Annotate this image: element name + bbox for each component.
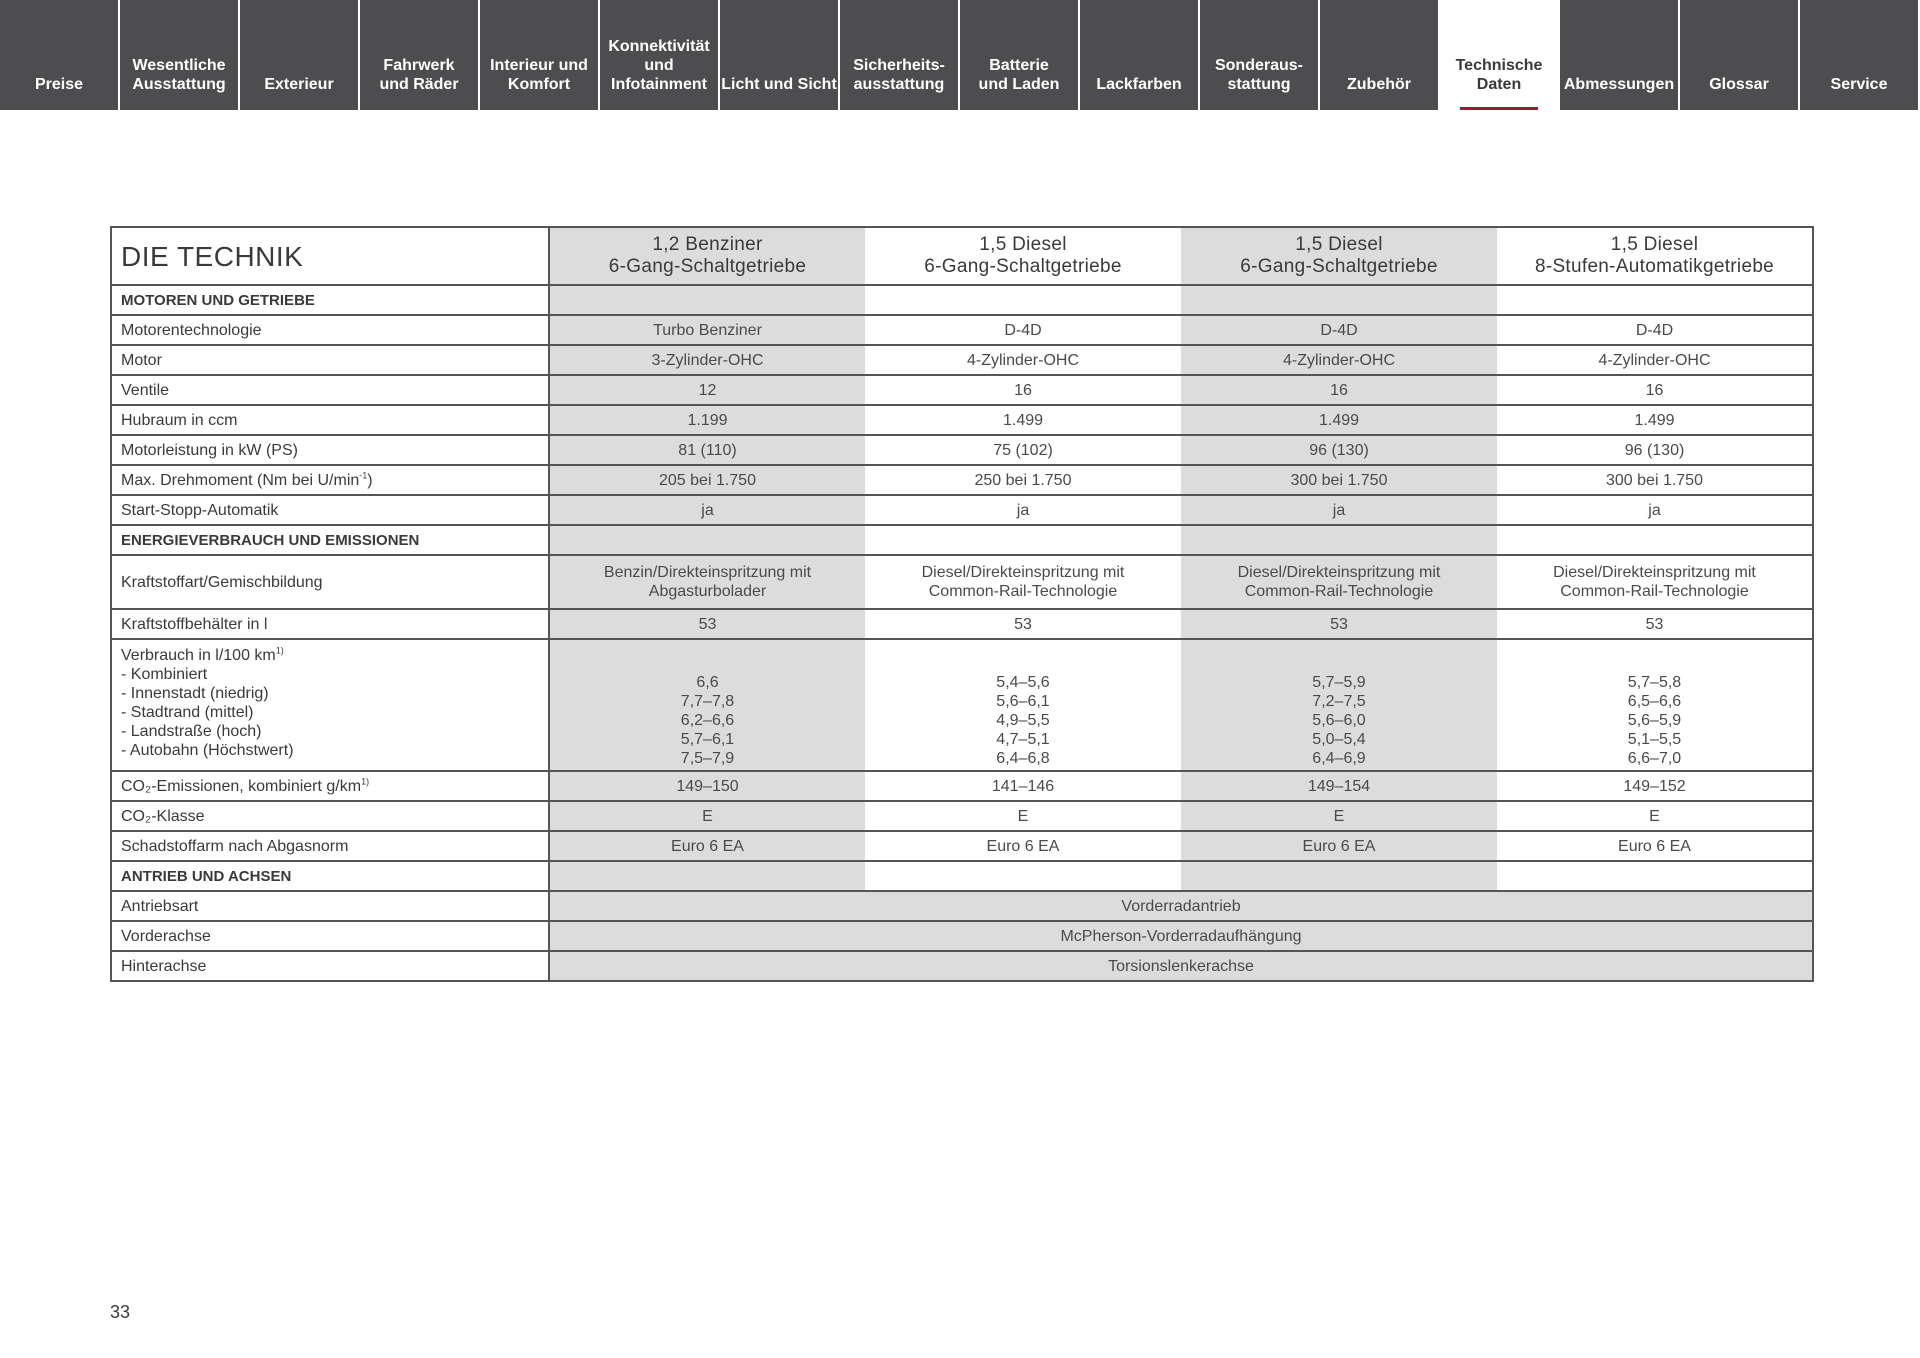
row-label [111, 771, 549, 801]
row-label-end: ) [367, 471, 373, 489]
row-label: Schadstoffarm nach Abgasnorm [111, 831, 549, 861]
table-cell: 53 [865, 609, 1181, 639]
table-cell: D-4D [1181, 315, 1497, 345]
table-row [111, 345, 1813, 375]
table-cell: Euro 6 EA [549, 831, 865, 861]
table-cell: 149–154 [1181, 771, 1497, 801]
row-sublabels: - Kombiniert - Innenstadt (niedrig) - Stadtrand (mittel) - Landstraße (hoch) - Autobahn (Höchstwert) [121, 666, 294, 759]
row-label: Antriebsart [111, 891, 549, 921]
table-row [111, 639, 1813, 771]
table-cell: ja [1181, 495, 1497, 525]
table-cell: 4-Zylinder-OHC [865, 345, 1181, 375]
row-label: CO₂-Klasse [111, 801, 549, 831]
table-cell: 6,6 7,7–7,8 6,2–6,6 5,7–6,1 7,5–7,9 [549, 639, 865, 771]
empty-cell [1181, 285, 1497, 315]
table-row [111, 831, 1813, 861]
row-label: Start-Stopp-Automatik [111, 495, 549, 525]
tab-glossar[interactable]: Glossar [1680, 0, 1798, 110]
section-row [111, 285, 1813, 315]
row-label-text: CO₂-Emissionen, kombiniert g/km [121, 777, 362, 795]
table-cell: 205 bei 1.750 [549, 465, 865, 495]
row-label: Motor [111, 345, 549, 375]
table-row [111, 921, 1813, 951]
table-cell: D-4D [865, 315, 1181, 345]
tab-sicherheitsausstattung[interactable]: Sicherheits- ausstattung [840, 0, 958, 110]
table-cell: E [865, 801, 1181, 831]
empty-cell [865, 525, 1181, 555]
empty-cell [549, 525, 865, 555]
page-number: 33 [110, 1302, 131, 1322]
table-cell: 4-Zylinder-OHC [1181, 345, 1497, 375]
table-cell: 1.199 [549, 405, 865, 435]
table-cell: E [1497, 801, 1813, 831]
table-cell: Euro 6 EA [865, 831, 1181, 861]
row-label: Kraftstoffbehälter in l [111, 609, 549, 639]
row-label: Vorderachse [111, 921, 549, 951]
top-navigation [0, 0, 1920, 110]
section-row [111, 525, 1813, 555]
table-cell: 300 bei 1.750 [1497, 465, 1813, 495]
table-cell: 1.499 [1181, 405, 1497, 435]
table-row [111, 315, 1813, 345]
tab-exterieur[interactable]: Exterieur [240, 0, 358, 110]
table-cell: 96 (130) [1181, 435, 1497, 465]
tab-batterie-und-laden[interactable]: Batterie und Laden [960, 0, 1078, 110]
tab-lackfarben[interactable]: Lackfarben [1080, 0, 1198, 110]
table-cell: 300 bei 1.750 [1181, 465, 1497, 495]
table-cell-merged: Vorderradantrieb [549, 891, 1813, 921]
table-cell: 81 (110) [549, 435, 865, 465]
table-cell-merged: Torsionslenkerachse [549, 951, 1813, 981]
table-cell: 5,7–5,9 7,2–7,5 5,6–6,0 5,0–5,4 6,4–6,9 [1181, 639, 1497, 771]
table-cell: 53 [1497, 609, 1813, 639]
column-header: 1,5 Diesel 6-Gang-Schaltgetriebe [865, 227, 1181, 285]
tab-technische-daten[interactable]: Technische Daten [1440, 0, 1558, 110]
table-row [111, 609, 1813, 639]
table-cell: 16 [1497, 375, 1813, 405]
empty-cell [865, 285, 1181, 315]
table-cell: 1.499 [1497, 405, 1813, 435]
technical-data-table [110, 226, 1814, 982]
table-row [111, 375, 1813, 405]
table-cell: E [1181, 801, 1497, 831]
table-cell: 4-Zylinder-OHC [1497, 345, 1813, 375]
table-row [111, 951, 1813, 981]
empty-cell [1497, 285, 1813, 315]
table-cell: 96 (130) [1497, 435, 1813, 465]
tab-service[interactable]: Service [1800, 0, 1918, 110]
row-label: Motorentechnologie [111, 315, 549, 345]
table-cell: Euro 6 EA [1497, 831, 1813, 861]
table-cell: 5,7–5,8 6,5–6,6 5,6–5,9 5,1–5,5 6,6–7,0 [1497, 639, 1813, 771]
table-row [111, 771, 1813, 801]
column-header: 1,5 Diesel 8-Stufen-Automatikgetriebe [1497, 227, 1813, 285]
table-cell: 12 [549, 375, 865, 405]
row-label: Ventile [111, 375, 549, 405]
table-cell: 250 bei 1.750 [865, 465, 1181, 495]
empty-cell [865, 861, 1181, 891]
column-header: 1,5 Diesel 6-Gang-Schaltgetriebe [1181, 227, 1497, 285]
tab-preise[interactable]: Preise [0, 0, 118, 110]
table-cell: 16 [865, 375, 1181, 405]
empty-cell [1181, 525, 1497, 555]
tab-licht-und-sicht[interactable]: Licht und Sicht [720, 0, 838, 110]
table-header-row [111, 227, 1813, 285]
table-cell: 141–146 [865, 771, 1181, 801]
table-cell: D-4D [1497, 315, 1813, 345]
row-label: Motorleistung in kW (PS) [111, 435, 549, 465]
table-cell: Benzin/Direkteinspritzung mit Abgasturbolader [549, 555, 865, 609]
tab-abmessungen[interactable]: Abmessungen [1560, 0, 1678, 110]
row-label: Kraftstoffart/Gemischbildung [111, 555, 549, 609]
table-cell: 16 [1181, 375, 1497, 405]
tab-konnektivitaet[interactable]: Konnektivität und Infotainment [600, 0, 718, 110]
table-cell: E [549, 801, 865, 831]
table-row [111, 435, 1813, 465]
empty-cell [1497, 525, 1813, 555]
empty-cell [549, 285, 865, 315]
table-cell-merged: McPherson-Vorderradaufhängung [549, 921, 1813, 951]
table-row [111, 555, 1813, 609]
table-row [111, 465, 1813, 495]
section-heading: ENERGIEVERBRAUCH UND EMISSIONEN [111, 525, 549, 555]
table-row [111, 495, 1813, 525]
row-label: Hinterachse [111, 951, 549, 981]
table-cell: 5,4–5,6 5,6–6,1 4,9–5,5 4,7–5,1 6,4–6,8 [865, 639, 1181, 771]
tab-interieur-und-komfort[interactable]: Interieur und Komfort [480, 0, 598, 110]
row-label [111, 465, 549, 495]
row-label-text: Max. Drehmoment (Nm bei U/min [121, 471, 360, 489]
empty-cell [1181, 861, 1497, 891]
row-label [111, 639, 549, 771]
section-heading: MOTOREN UND GETRIEBE [111, 285, 549, 315]
table-cell: 149–150 [549, 771, 865, 801]
tab-fahrwerk-und-raeder[interactable]: Fahrwerk und Räder [360, 0, 478, 110]
empty-cell [1497, 861, 1813, 891]
empty-cell [549, 861, 865, 891]
footnote-marker: 1) [275, 645, 284, 656]
footnote-marker: 1) [361, 776, 370, 787]
tab-wesentliche-ausstattung[interactable]: Wesentliche Ausstattung [120, 0, 238, 110]
table-cell: ja [549, 495, 865, 525]
table-row [111, 801, 1813, 831]
table-cell: ja [1497, 495, 1813, 525]
table-cell: 53 [1181, 609, 1497, 639]
section-heading: ANTRIEB UND ACHSEN [111, 861, 549, 891]
table-cell: 75 (102) [865, 435, 1181, 465]
superscript: -1 [359, 470, 368, 481]
table-title: DIE TECHNIK [111, 227, 549, 285]
table-row [111, 891, 1813, 921]
row-label: Hubraum in ccm [111, 405, 549, 435]
row-label-text: Verbrauch in l/100 km [121, 647, 276, 664]
table-row [111, 405, 1813, 435]
tab-zubehoer[interactable]: Zubehör [1320, 0, 1438, 110]
table-cell: 3-Zylinder-OHC [549, 345, 865, 375]
table-cell: ja [865, 495, 1181, 525]
table-cell: Diesel/Direkteinspritzung mit Common-Rail-Technologie [865, 555, 1181, 609]
tab-sonderausstattung[interactable]: Sonderaus- stattung [1200, 0, 1318, 110]
table-cell: 53 [549, 609, 865, 639]
section-row [111, 861, 1813, 891]
table-cell: Diesel/Direkteinspritzung mit Common-Rail-Technologie [1181, 555, 1497, 609]
table-cell: 1.499 [865, 405, 1181, 435]
table-cell: Diesel/Direkteinspritzung mit Common-Rail-Technologie [1497, 555, 1813, 609]
column-header: 1,2 Benziner 6-Gang-Schaltgetriebe [549, 227, 865, 285]
table-cell: Euro 6 EA [1181, 831, 1497, 861]
table-cell: Turbo Benziner [549, 315, 865, 345]
table-cell: 149–152 [1497, 771, 1813, 801]
